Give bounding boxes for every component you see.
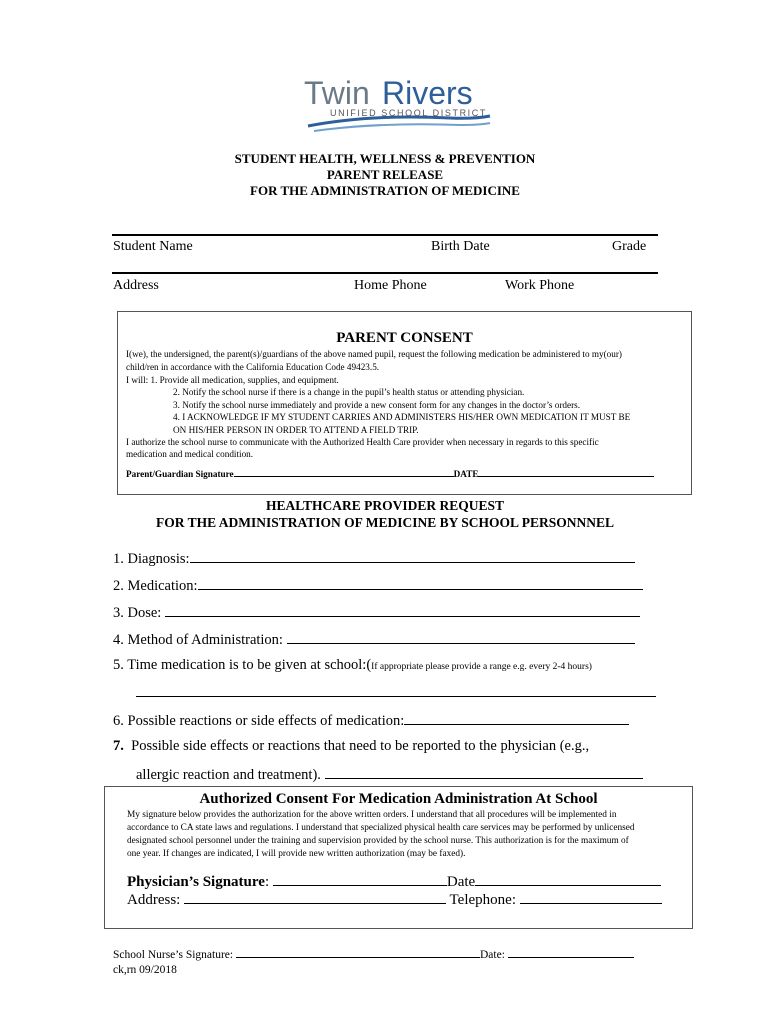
reactions-field[interactable] (404, 710, 629, 725)
logo-wave-2 (314, 123, 490, 131)
home-phone-label: Home Phone (354, 278, 427, 293)
physician-signature-colon: : (264, 874, 273, 890)
medication-field[interactable] (198, 575, 643, 590)
logo-tagline: UNIFIED SCHOOL DISTRICT (330, 108, 487, 118)
physician-signature-row (127, 871, 661, 891)
physician-address-label: Address: (127, 892, 185, 908)
report-effects-number: 7. (113, 738, 124, 754)
healthcare-request-title-1: HEALTHCARE PROVIDER REQUEST (265, 498, 505, 513)
nurse-signature-label: School Nurse’s Signature: (113, 949, 236, 961)
grade-label: Grade (612, 239, 647, 254)
report-effects-cont-label: allergic reaction and treatment). (136, 767, 325, 783)
question-medication (113, 575, 643, 595)
physician-telephone-label: Telephone: (446, 892, 520, 908)
question-report-effects (113, 737, 589, 755)
parent-signature-label: Parent/Guardian Signature (126, 469, 234, 479)
time-note: If appropriate please provide a range e.g. every 2-4 hours) (371, 662, 592, 672)
consent-line-8: I authorize the school nurse to communicate with the Authorized Health Care provider when necessary in regards to this specific (126, 437, 599, 447)
nurse-date-field[interactable] (508, 946, 634, 958)
physician-telephone-field[interactable] (520, 889, 662, 904)
time-field[interactable] (136, 682, 656, 697)
diagnosis-label: 1. Diagnosis: (113, 551, 190, 567)
header-line-2: PARENT RELEASE (326, 167, 444, 182)
parent-signature-field[interactable] (234, 467, 454, 477)
nurse-date-label: Date: (479, 949, 508, 961)
parent-consent-box (117, 311, 692, 495)
parent-consent-heading: PARENT CONSENT (336, 330, 473, 346)
work-phone-label: Work Phone (505, 278, 575, 293)
report-effects-label: Possible side effects or reactions that need to be reported to the physician (e.g., (131, 738, 590, 754)
authorized-consent-box (104, 786, 693, 929)
authorized-consent-heading: Authorized Consent For Medication Administration At School (199, 791, 598, 807)
reactions-label: 6. Possible reactions or side effects of medication: (113, 713, 405, 729)
parent-signature-row (126, 467, 654, 481)
parent-date-field[interactable] (478, 467, 654, 477)
header-line-1: STUDENT HEALTH, WELLNESS & PREVENTION (234, 151, 536, 166)
question-time (113, 656, 592, 676)
medication-label: 2. Medication: (113, 578, 198, 594)
district-logo (300, 74, 492, 134)
auth-line-4: one year. If changes are indicated, I will provide new written authorization (may be faxed). (127, 849, 466, 859)
healthcare-request-title-2: FOR THE ADMINISTRATION OF MEDICINE BY SCHOOL PERSONNNEL (156, 515, 614, 530)
dose-label: 3. Dose: (113, 605, 165, 621)
birth-date-label: Birth Date (431, 239, 490, 254)
physician-signature-field[interactable] (273, 871, 447, 886)
nurse-signature-row (113, 946, 634, 963)
question-reactions (113, 710, 629, 730)
auth-line-1: My signature below provides the authorization for the above written orders. I understand that all procedures will be implemented in (127, 810, 617, 820)
logo-name-twin: Twin (304, 75, 370, 111)
consent-line-3: I will: 1. Provide all medication, supplies, and equipment. (126, 375, 339, 385)
question-dose (113, 602, 640, 622)
address-label: Address (113, 278, 159, 293)
question-method (113, 629, 635, 649)
consent-line-7: ON HIS/HER PERSON IN ORDER TO ATTEND A FIELD TRIP. (173, 425, 419, 435)
auth-line-3: designated school personnel under the training and supervision provided by the school nurse. This authorization is for the maximum of (127, 836, 629, 846)
auth-line-2: accordance to CA state laws and regulations. I understand that specialized physical health care services may be performed by unlicensed (127, 823, 635, 833)
consent-line-5: 3. Notify the school nurse immediately and provide a new consent form for any changes in the doctor’s orders. (173, 400, 581, 410)
question-report-effects-cont (136, 764, 643, 784)
dose-field[interactable] (165, 602, 640, 617)
revision-code: ck,rn 09/2018 (113, 964, 177, 976)
consent-line-4: 2. Notify the school nurse if there is a change in the pupil’s health status or attending physician. (173, 387, 525, 397)
physician-date-field[interactable] (475, 871, 661, 886)
address-rule (112, 272, 658, 274)
question-diagnosis (113, 548, 635, 568)
parent-date-label: DATE (453, 469, 479, 479)
consent-line-9: medication and medical condition. (126, 449, 254, 459)
nurse-signature-field[interactable] (236, 946, 480, 958)
header-line-3: FOR THE ADMINISTRATION OF MEDICINE (250, 183, 520, 198)
physician-signature-label: Physician’s Signature (127, 874, 265, 890)
consent-line-2: child/ren in accordance with the California Education Code 49423.5. (126, 362, 380, 372)
logo-name-rivers: Rivers (382, 75, 473, 111)
method-label: 4. Method of Administration: (113, 632, 287, 648)
physician-address-field[interactable] (184, 889, 446, 904)
diagnosis-field[interactable] (190, 548, 635, 563)
time-label: 5. Time medication is to be given at school:( (113, 657, 372, 673)
report-effects-field[interactable] (325, 764, 643, 779)
student-name-label: Student Name (113, 239, 193, 254)
student-name-rule (112, 234, 658, 236)
physician-date-label: Date (446, 874, 476, 890)
method-field[interactable] (287, 629, 635, 644)
consent-line-1: I(we), the undersigned, the parent(s)/guardians of the above named pupil, request the following medication be administered to my(our) (126, 349, 622, 359)
consent-line-6: 4. I ACKNOWLEDGE IF MY STUDENT CARRIES AND ADMINISTERS HIS/HER OWN MEDICATION IT MUST BE (173, 412, 631, 422)
physician-address-row (127, 889, 662, 909)
